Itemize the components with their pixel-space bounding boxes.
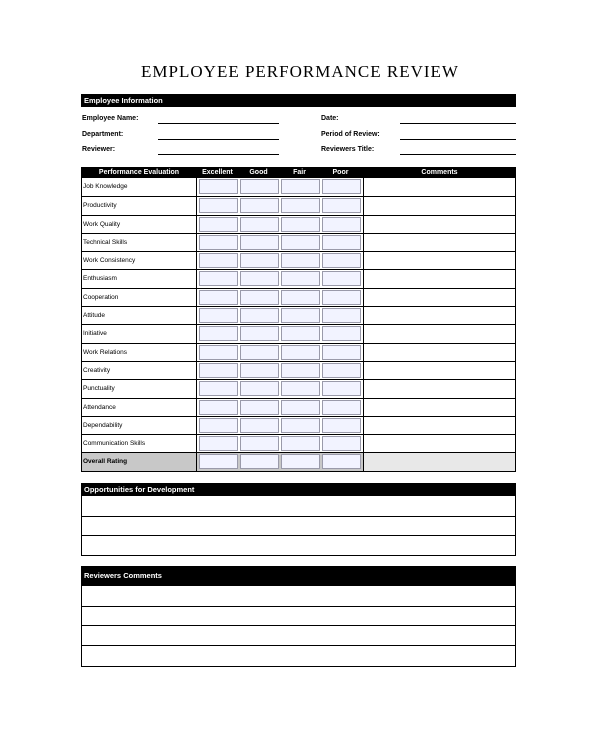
column-excellent: Excellent xyxy=(202,169,233,176)
rating-fair-box[interactable] xyxy=(281,198,320,213)
rating-good-box[interactable] xyxy=(240,381,279,396)
comment-cell[interactable] xyxy=(363,234,515,251)
criterion-label: Initiative xyxy=(83,325,197,342)
criterion-label: Communication Skills xyxy=(83,435,197,452)
comment-cell[interactable] xyxy=(363,344,515,361)
rating-excellent-box[interactable] xyxy=(199,363,238,378)
rating-poor-box[interactable] xyxy=(322,436,361,451)
page-title: EMPLOYEE PERFORMANCE REVIEW xyxy=(141,62,459,81)
department-label: Department: xyxy=(82,131,124,138)
rating-poor-box[interactable] xyxy=(322,271,361,286)
reviewer-label: Reviewer: xyxy=(82,146,116,153)
rating-poor-box[interactable] xyxy=(322,345,361,360)
employee-name-label: Employee Name: xyxy=(82,115,139,122)
rating-excellent-box[interactable] xyxy=(199,271,238,286)
rating-excellent-box[interactable] xyxy=(199,198,238,213)
rating-fair-box[interactable] xyxy=(281,381,320,396)
rating-fair-box[interactable] xyxy=(281,418,320,433)
rating-good-box[interactable] xyxy=(240,363,279,378)
rating-excellent-box[interactable] xyxy=(199,345,238,360)
period-of-review-label: Period of Review: xyxy=(321,131,380,138)
employee-name-field[interactable] xyxy=(158,123,279,124)
overall-rating-row xyxy=(82,452,515,470)
comment-cell[interactable] xyxy=(363,289,515,306)
rating-good-box[interactable] xyxy=(240,179,279,194)
rating-fair-box[interactable] xyxy=(281,253,320,268)
reviewer-comments-line[interactable] xyxy=(82,645,515,665)
evaluation-table xyxy=(81,167,516,472)
rating-fair-box[interactable] xyxy=(281,363,320,378)
criterion-label: Attendance xyxy=(83,399,197,416)
criterion-label: Job Knowledge xyxy=(83,178,197,196)
criterion-label: Work Relations xyxy=(83,344,197,361)
comment-cell[interactable] xyxy=(363,197,515,214)
rating-good-box[interactable] xyxy=(240,436,279,451)
employee-info-header: Employee Information xyxy=(81,94,516,107)
rating-fair-box[interactable] xyxy=(281,179,320,194)
reviewer-comments-line[interactable] xyxy=(82,586,515,606)
criterion-label: Enthusiasm xyxy=(83,270,197,287)
comment-cell[interactable] xyxy=(363,216,515,233)
column-poor: Poor xyxy=(332,169,349,176)
column-fair: Fair xyxy=(293,169,306,176)
criterion-label: Creativity xyxy=(83,362,197,379)
rating-poor-box[interactable] xyxy=(322,308,361,323)
reviewer-comments-line[interactable] xyxy=(82,625,515,645)
criterion-row xyxy=(82,361,515,379)
criterion-row xyxy=(82,196,515,214)
date-field[interactable] xyxy=(400,123,516,124)
rating-excellent-box[interactable] xyxy=(199,308,238,323)
rating-fair-box[interactable] xyxy=(281,454,320,469)
criterion-row xyxy=(82,178,515,196)
criterion-row xyxy=(82,269,515,287)
reviewer-comments-box xyxy=(81,586,516,667)
rating-poor-box[interactable] xyxy=(322,235,361,250)
criterion-label: Technical Skills xyxy=(83,234,197,251)
criterion-row xyxy=(82,215,515,233)
period-of-review-field[interactable] xyxy=(400,139,516,140)
criterion-row xyxy=(82,416,515,434)
evaluation-header-label: Performance Evaluation xyxy=(98,169,180,176)
date-label: Date: xyxy=(321,115,339,122)
criterion-label: Cooperation xyxy=(83,289,197,306)
criterion-row xyxy=(82,288,515,306)
reviewers-title-field[interactable] xyxy=(400,154,516,155)
rating-good-box[interactable] xyxy=(240,326,279,341)
rating-excellent-box[interactable] xyxy=(199,235,238,250)
rating-excellent-box[interactable] xyxy=(199,179,238,194)
criterion-label: Punctuality xyxy=(83,380,197,397)
criterion-label: Productivity xyxy=(83,197,197,214)
development-line[interactable] xyxy=(82,535,515,554)
criterion-row xyxy=(82,379,515,397)
development-line[interactable] xyxy=(82,516,515,536)
criterion-row xyxy=(82,233,515,251)
development-header: Opportunities for Development xyxy=(81,483,516,496)
development-line[interactable] xyxy=(82,496,515,516)
criterion-label: Work Consistency xyxy=(83,252,197,269)
rating-good-box[interactable] xyxy=(240,198,279,213)
comment-cell[interactable] xyxy=(363,270,515,287)
rating-excellent-box[interactable] xyxy=(199,326,238,341)
rating-fair-box[interactable] xyxy=(281,308,320,323)
rating-poor-box[interactable] xyxy=(322,418,361,433)
comment-cell[interactable] xyxy=(363,325,515,342)
rating-poor-box[interactable] xyxy=(322,400,361,415)
criterion-row xyxy=(82,434,515,452)
rating-good-box[interactable] xyxy=(240,454,279,469)
rating-excellent-box[interactable] xyxy=(199,381,238,396)
rating-good-box[interactable] xyxy=(240,217,279,232)
rating-fair-box[interactable] xyxy=(281,400,320,415)
rating-fair-box[interactable] xyxy=(281,345,320,360)
rating-excellent-box[interactable] xyxy=(199,290,238,305)
criterion-row xyxy=(82,343,515,361)
rating-poor-box[interactable] xyxy=(322,217,361,232)
comment-cell[interactable] xyxy=(363,362,515,379)
criterion-row xyxy=(82,324,515,342)
reviewer-comments-header: Reviewers Comments xyxy=(81,566,516,586)
reviewer-field[interactable] xyxy=(158,154,279,155)
department-field[interactable] xyxy=(158,139,279,140)
rating-poor-box[interactable] xyxy=(322,454,361,469)
rating-fair-box[interactable] xyxy=(281,235,320,250)
evaluation-body xyxy=(81,178,516,472)
column-comments: Comments xyxy=(421,169,458,176)
rating-fair-box[interactable] xyxy=(281,326,320,341)
column-good: Good xyxy=(249,169,268,176)
criterion-row xyxy=(82,398,515,416)
criterion-label: Attitude xyxy=(83,307,197,324)
criterion-label: Work Quality xyxy=(83,216,197,233)
rating-poor-box[interactable] xyxy=(322,363,361,378)
evaluation-header-row xyxy=(81,167,516,178)
rating-good-box[interactable] xyxy=(240,400,279,415)
rating-excellent-box[interactable] xyxy=(199,436,238,451)
rating-poor-box[interactable] xyxy=(322,198,361,213)
comment-cell[interactable] xyxy=(363,435,515,452)
comment-cell[interactable] xyxy=(363,252,515,269)
rating-fair-box[interactable] xyxy=(281,271,320,286)
rating-poor-box[interactable] xyxy=(322,179,361,194)
comment-cell[interactable] xyxy=(363,453,515,470)
rating-poor-box[interactable] xyxy=(322,326,361,341)
rating-fair-box[interactable] xyxy=(281,436,320,451)
rating-good-box[interactable] xyxy=(240,308,279,323)
rating-excellent-box[interactable] xyxy=(199,217,238,232)
rating-poor-box[interactable] xyxy=(322,290,361,305)
comment-cell[interactable] xyxy=(363,417,515,434)
comment-cell[interactable] xyxy=(363,178,515,196)
rating-excellent-box[interactable] xyxy=(199,418,238,433)
rating-good-box[interactable] xyxy=(240,235,279,250)
reviewer-comments-line[interactable] xyxy=(82,606,515,626)
comment-cell[interactable] xyxy=(363,399,515,416)
criterion-label: Overall Rating xyxy=(83,453,197,470)
criterion-row xyxy=(82,251,515,269)
rating-good-box[interactable] xyxy=(240,345,279,360)
rating-excellent-box[interactable] xyxy=(199,400,238,415)
rating-poor-box[interactable] xyxy=(322,253,361,268)
rating-excellent-box[interactable] xyxy=(199,253,238,268)
rating-good-box[interactable] xyxy=(240,271,279,286)
development-box xyxy=(81,496,516,556)
rating-fair-box[interactable] xyxy=(281,217,320,232)
rating-excellent-box[interactable] xyxy=(199,454,238,469)
rating-fair-box[interactable] xyxy=(281,290,320,305)
comment-cell[interactable] xyxy=(363,380,515,397)
criterion-label: Dependability xyxy=(83,417,197,434)
rating-good-box[interactable] xyxy=(240,418,279,433)
reviewers-title-label: Reviewers Title: xyxy=(321,146,375,153)
rating-good-box[interactable] xyxy=(240,253,279,268)
criterion-row xyxy=(82,306,515,324)
rating-good-box[interactable] xyxy=(240,290,279,305)
rating-poor-box[interactable] xyxy=(322,381,361,396)
comment-cell[interactable] xyxy=(363,307,515,324)
